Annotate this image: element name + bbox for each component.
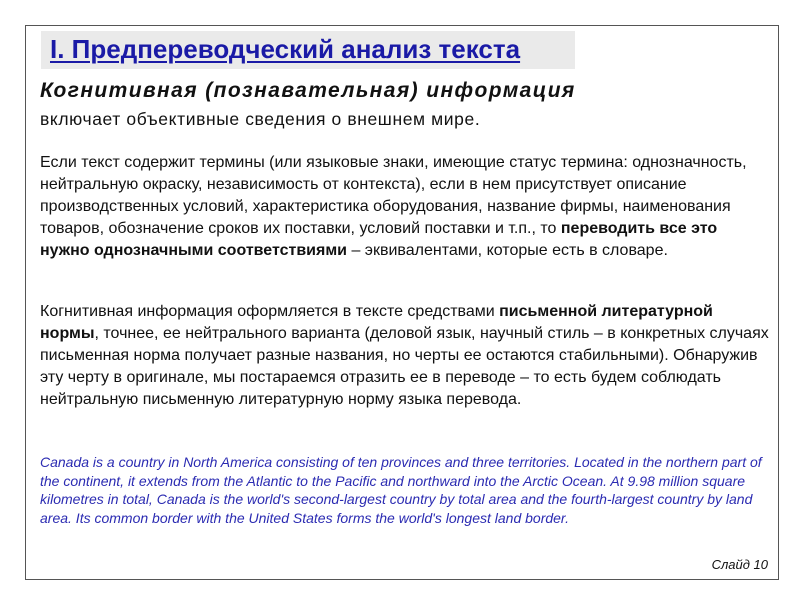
slide-title: I. Предпереводческий анализ текста [50,34,521,64]
slide-number: Слайд 10 [711,557,768,572]
english-example-text: Canada is a country in North America consisting of ten provinces and three territories. Located in the northern part of the continent, it extends from the Atlantic to the Pacific and northward into the Arctic Ocean. At 9.98 million square kilometres in total, Canada is the world's second-largest country by total area and the fourth-largest country by land area. Its common border with the United States forms the world's longest land border. [40,454,762,526]
paragraph-terms [40,152,770,262]
paragraph-norm-tail: , точнее, ее нейтрального варианта (деловой язык, научный стиль – в конкретных случаях письменная норма получает разные названия, но черты ее остаются стабильными). Обнаружив эту черту в оригинале, мы постараемся отразить ее в переводе – то есть будем соблюдать нейтральную письменную литературную норму языка перевода. [40,325,769,408]
paragraph-terms-tail: – эквивалентами, которые есть в словаре. [347,242,668,259]
section-heading: Когнитивная (познавательная) информация [40,79,576,102]
paragraph-terms-text: Если текст содержит термины (или языковые знаки, имеющие статус термина: однозначность, нейтральную окраску, независимость от контекста), если в нем присутствует описание производственных условий, характеристика оборудования, название фирмы, наименования товаров, обозначение сроков их поставки, условий поставки и т.п., то [40,154,747,237]
paragraph-norm-emphasis: письменной литературной нормы [40,303,713,342]
paragraph-norm-text: Когнитивная информация оформляется в тексте средствами [40,303,500,320]
section-subheading: включает объективные сведения о внешнем мире. [40,109,481,129]
paragraph-terms-emphasis: переводить все это нужно однозначными соответствиями [40,220,718,259]
paragraph-norm [40,301,770,411]
